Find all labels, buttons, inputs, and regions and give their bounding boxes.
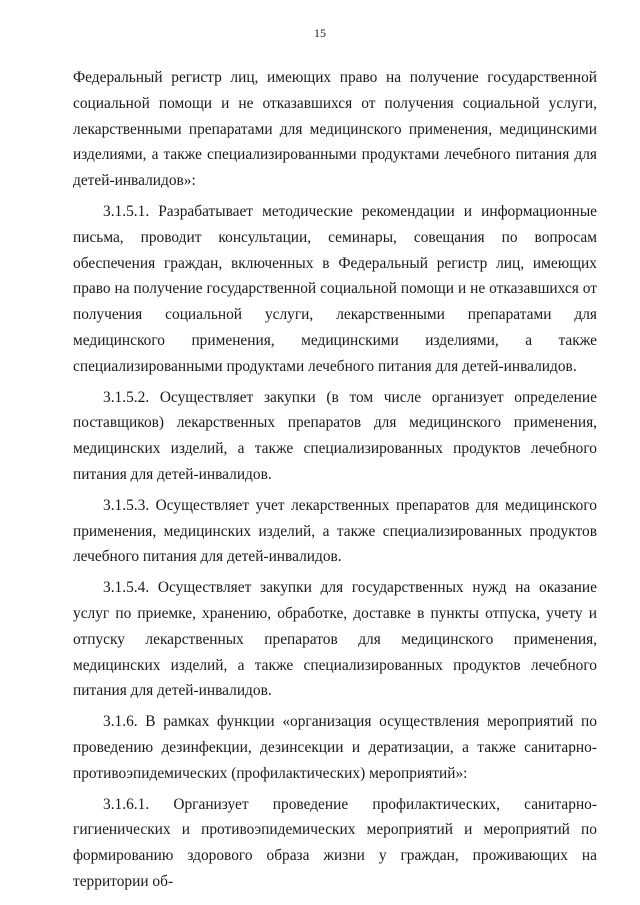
paragraph-continuation: Федеральный регистр лиц, имеющих право на получение государственной социальной помощи и не отказавшихся от получения социальной услуги, лекарственными препаратами для медицинского применения, медицинскими изделиями, а также специализированными продуктами лечебного питания для детей-инвалидов»: [73,69,597,190]
paragraph-3-1-6-1: 3.1.6.1. Организует проведение профилактических, санитарно-гигиенических и противоэпидемических мероприятий и мероприятий по формированию здорового образа жизни у граждан, проживающих на территории об- [73,795,597,890]
page-number: 15 [314,26,326,40]
paragraph-3-1-6: 3.1.6. В рамках функции «организация осуществления мероприятий по проведению дезинфекции, дезинсекции и дератизации, а также санитарно-противоэпидемических (профилактических) мероприятий»: [73,713,597,782]
document-body [73,65,597,895]
paragraph-3-1-5-4: 3.1.5.4. Осуществляет закупки для государственных нужд на оказание услуг по приемке, хранению, обработке, доставке в пункты отпуска, учету и отпуску лекарственных препаратов для медицинского применения, медицинских изделий, а также специализированных продуктов лечебного питания для детей-инвалидов. [73,579,597,700]
paragraph-3-1-5-2: 3.1.5.2. Осуществляет закупки (в том числе организует определение поставщиков) лекарственных препаратов для медицинского применения, медицинских изделий, а также специализированных продуктов лечебного питания для детей-инвалидов. [73,388,597,483]
paragraph-3-1-5-1: 3.1.5.1. Разрабатывает методические рекомендации и информационные письма, проводит консультации, семинары, совещания по вопросам обеспечения граждан, включенных в Федеральный регистр лиц, имеющих право на получение государственной социальной помощи и не отказавшихся от получения социальной услуги, лекарственными препаратами для медицинского применения, медицинскими изделиями, а также специализированными продуктами лечебного питания для детей-инвалидов. [73,202,597,375]
paragraph-3-1-5-3: 3.1.5.3. Осуществляет учет лекарственных препаратов для медицинского применения, медицинских изделий, а также специализированных продуктов лечебного питания для детей-инвалидов. [73,496,597,566]
